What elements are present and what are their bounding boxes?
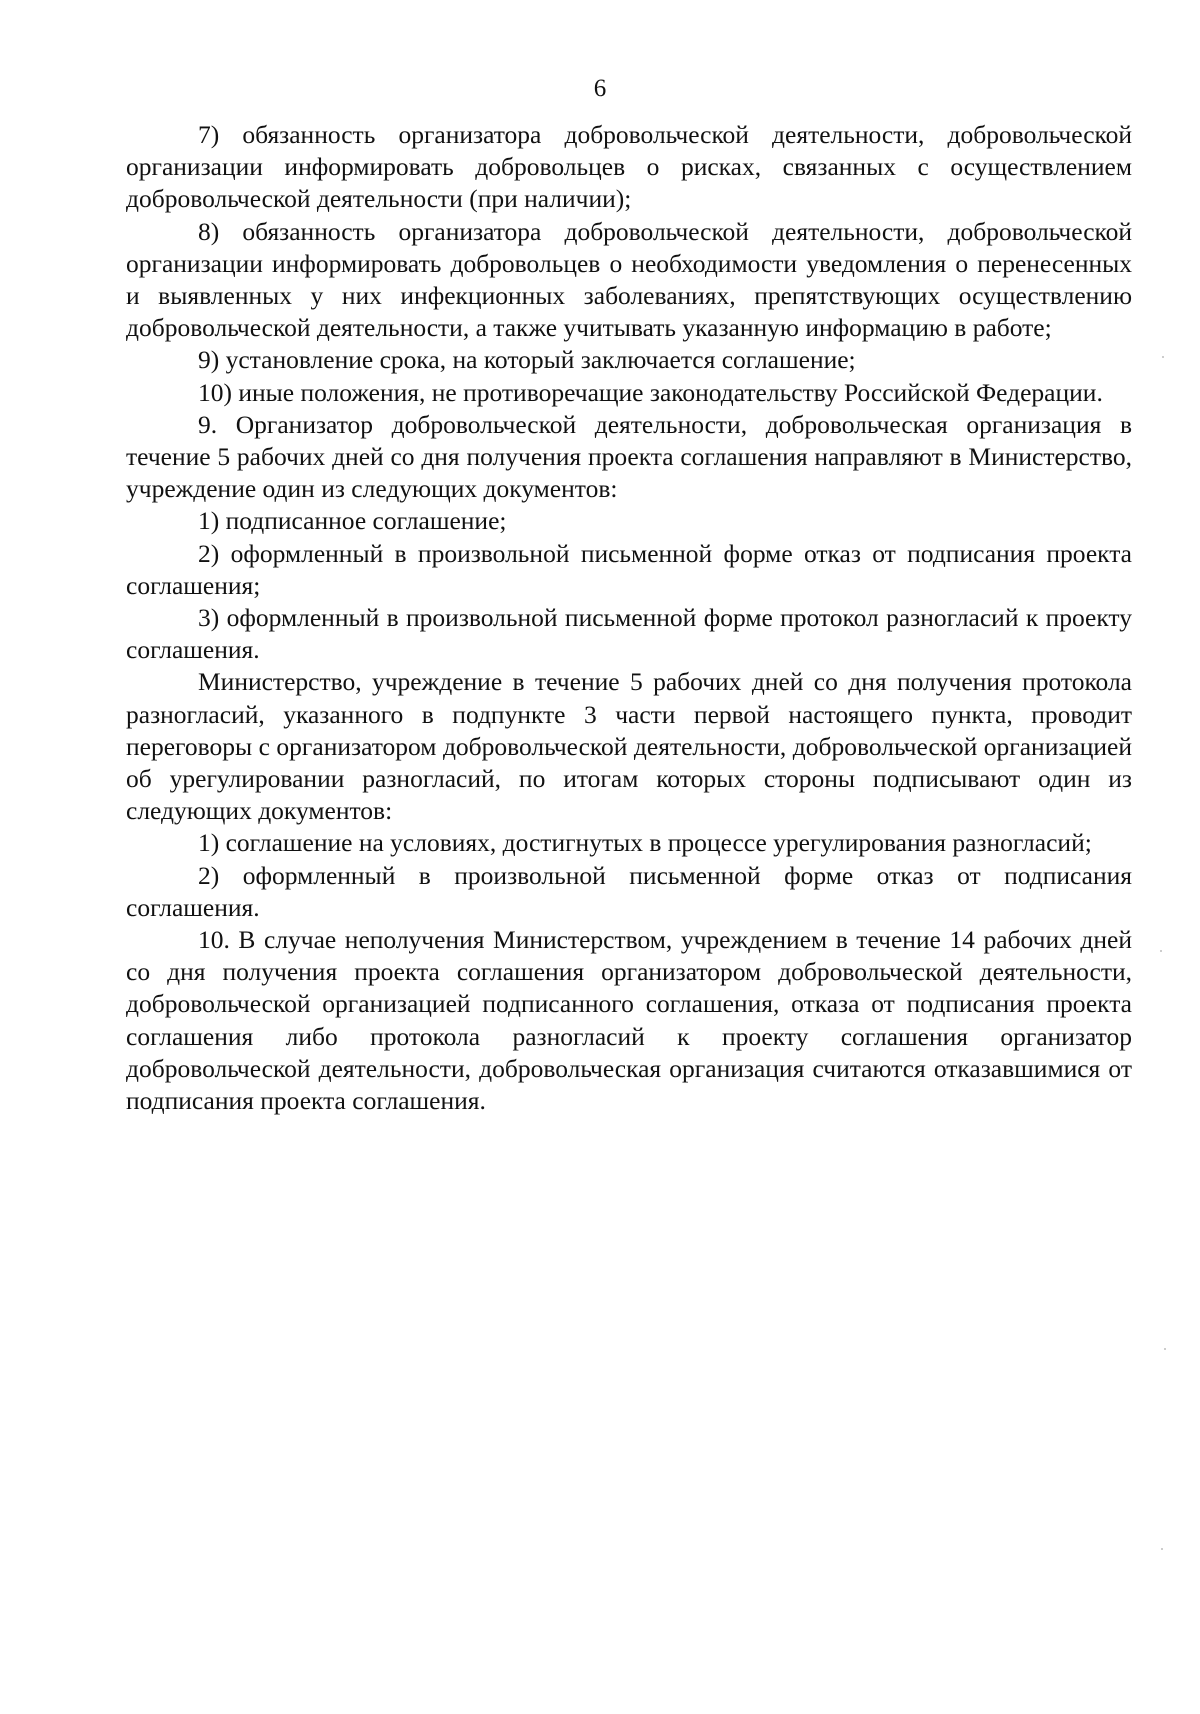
page-number: 6 [593, 75, 607, 102]
paragraph-item-10: 10) иные положения, не противоречащие законодательству Российской Федерации. [198, 377, 1103, 407]
scan-speck [1164, 1348, 1166, 1350]
scan-speck [1160, 950, 1162, 952]
paragraph-doc-option-1: 1) подписанное соглашение; [198, 506, 507, 536]
paragraph-doc-option-2: 2) оформленный в произвольной письменной форме отказ от подписания проекта соглашения; [126, 538, 1132, 600]
paragraph-doc-option-3: 3) оформленный в произвольной письменной форме протокол разногласий к проекту соглашения. [126, 603, 1132, 665]
scan-speck [1162, 356, 1164, 358]
paragraph-item-7: 7) обязанность организатора добровольческой деятельности, добровольческой организации информировать добровольцев о рисках, связанных с осуществлением добровольческой деятельности (при наличии); [126, 120, 1132, 214]
paragraph-clause-10: 10. В случае неполучения Министерством, учреждением в течение 14 рабочих дней со дня получения проекта соглашения организатором добровольческой деятельности, добровольческой организацией подписанного соглашения, отказа от подписания проекта соглашения либо протокола разногласий к проекту соглашения организатор добровольческой деятельности, добровольческая организация считаются отказавшимися от подписания проекта соглашения. [126, 925, 1132, 1116]
document-body [126, 119, 1132, 1117]
paragraph-clause-9: 9. Организатор добровольческой деятельности, добровольческая организация в течение 5 рабочих дней со дня получения проекта соглашения направляют в Министерство, учреждение один из следующих документов: [126, 409, 1132, 504]
paragraph-item-9: 9) установление срока, на который заключается соглашение; [198, 345, 856, 375]
scan-speck [1161, 1548, 1163, 1550]
paragraph-settlement-option-2: 2) оформленный в произвольной письменной форме отказ от подписания соглашения. [126, 860, 1132, 922]
paragraph-ministry-negotiation: Министерство, учреждение в течение 5 рабочих дней со дня получения протокола разногласий, указанного в подпункте 3 части первой настоящего пункта, проводит переговоры с организатором добровольческой деятельности, добровольческой организацией об урегулировании разногласий, по итогам которых стороны подписывают один из следующих документов: [126, 667, 1132, 826]
paragraph-item-8: 8) обязанность организатора добровольческой деятельности, добровольческой организации информировать добровольцев о необходимости уведомления о перенесенных и выявленных у них инфекционных заболеваниях, препятствующих осуществлению добровольческой деятельности, а также учитывать указанную информацию в работе; [126, 216, 1132, 343]
paragraph-settlement-option-1: 1) соглашение на условиях, достигнутых в процессе урегулирования разногласий; [198, 828, 1092, 858]
